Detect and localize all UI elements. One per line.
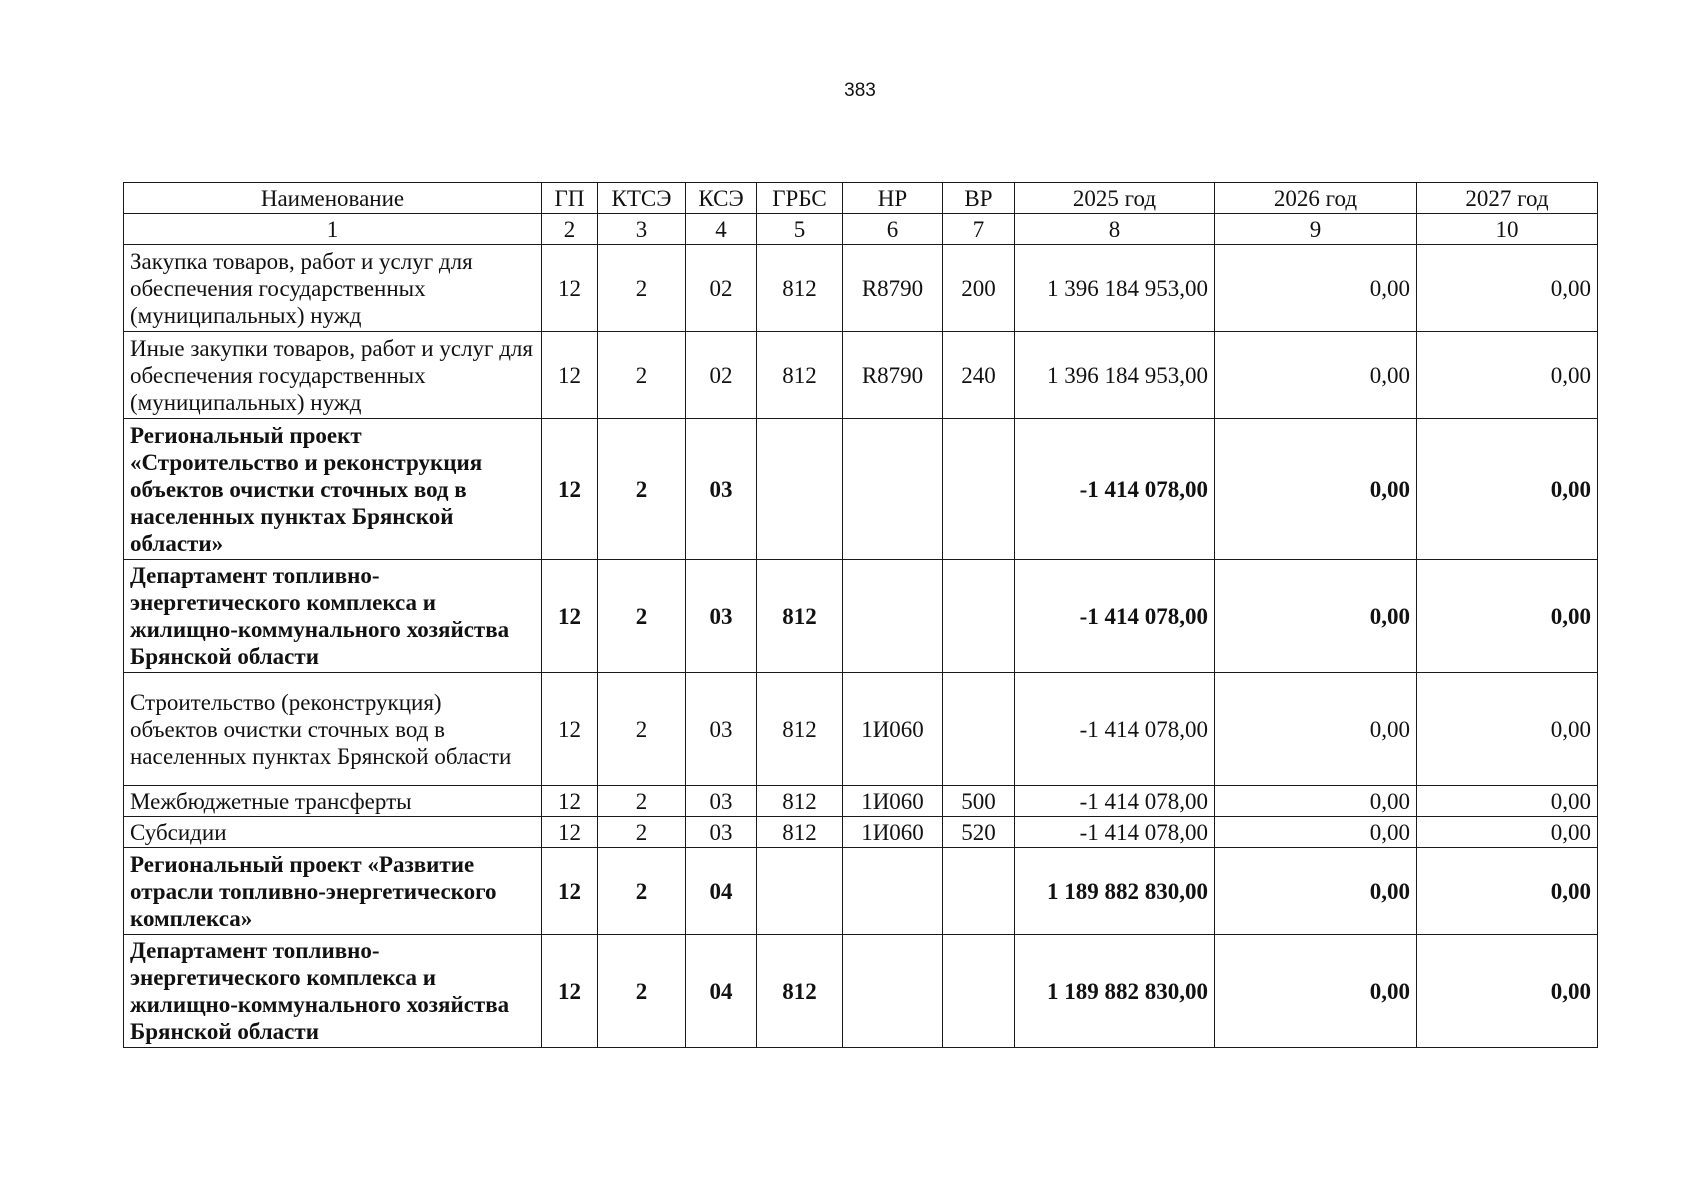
cell-grbs: 812 (757, 935, 843, 1048)
table-row (124, 560, 1598, 673)
cell-gp: 12 (542, 332, 598, 419)
column-number: 2 (542, 214, 598, 245)
cell-2026: 0,00 (1215, 560, 1417, 673)
header-2027: 2027 год (1417, 183, 1598, 214)
column-number: 3 (598, 214, 686, 245)
cell-2027: 0,00 (1417, 673, 1598, 786)
cell-2026: 0,00 (1215, 935, 1417, 1048)
table-row (124, 817, 1598, 848)
cell-ktse: 2 (598, 245, 686, 332)
cell-kse: 04 (686, 935, 757, 1048)
table-row (124, 786, 1598, 817)
table-row (124, 245, 1598, 332)
cell-vr: 520 (943, 817, 1015, 848)
cell-grbs: 812 (757, 673, 843, 786)
cell-vr: 200 (943, 245, 1015, 332)
cell-2025: -1 414 078,00 (1015, 817, 1215, 848)
cell-2026: 0,00 (1215, 419, 1417, 560)
cell-grbs (757, 848, 843, 935)
cell-grbs (757, 419, 843, 560)
cell-kse: 02 (686, 245, 757, 332)
cell-grbs: 812 (757, 786, 843, 817)
cell-grbs: 812 (757, 332, 843, 419)
cell-2026: 0,00 (1215, 786, 1417, 817)
cell-vr (943, 560, 1015, 673)
cell-2025: 1 396 184 953,00 (1015, 245, 1215, 332)
table-row (124, 332, 1598, 419)
cell-kse: 03 (686, 786, 757, 817)
cell-2025: 1 189 882 830,00 (1015, 935, 1215, 1048)
header-grbs: ГРБС (757, 183, 843, 214)
cell-2027: 0,00 (1417, 560, 1598, 673)
cell-nr: 1И060 (843, 786, 943, 817)
budget-table (123, 182, 1598, 1048)
cell-nr: R8790 (843, 332, 943, 419)
cell-gp: 12 (542, 245, 598, 332)
cell-gp: 12 (542, 419, 598, 560)
cell-name: Департамент топливно-энергетического комплекса и жилищно-коммунального хозяйства Брянской области (124, 935, 542, 1048)
header-nr: НР (843, 183, 943, 214)
cell-ktse: 2 (598, 786, 686, 817)
cell-gp: 12 (542, 786, 598, 817)
cell-name: Субсидии (124, 817, 542, 848)
cell-kse: 02 (686, 332, 757, 419)
cell-vr (943, 935, 1015, 1048)
cell-2027: 0,00 (1417, 245, 1598, 332)
cell-2025: -1 414 078,00 (1015, 419, 1215, 560)
column-number: 5 (757, 214, 843, 245)
cell-kse: 04 (686, 848, 757, 935)
cell-gp: 12 (542, 848, 598, 935)
cell-vr: 240 (943, 332, 1015, 419)
cell-gp: 12 (542, 817, 598, 848)
header-gp: ГП (542, 183, 598, 214)
cell-ktse: 2 (598, 848, 686, 935)
cell-2027: 0,00 (1417, 786, 1598, 817)
cell-2026: 0,00 (1215, 817, 1417, 848)
cell-2026: 0,00 (1215, 848, 1417, 935)
cell-ktse: 2 (598, 817, 686, 848)
column-number: 9 (1215, 214, 1417, 245)
cell-gp: 12 (542, 673, 598, 786)
cell-vr (943, 419, 1015, 560)
cell-kse: 03 (686, 673, 757, 786)
cell-2025: -1 414 078,00 (1015, 673, 1215, 786)
cell-2027: 0,00 (1417, 332, 1598, 419)
cell-2027: 0,00 (1417, 419, 1598, 560)
cell-2026: 0,00 (1215, 332, 1417, 419)
header-2025: 2025 год (1015, 183, 1215, 214)
cell-name: Межбюджетные трансферты (124, 786, 542, 817)
cell-name: Иные закупки товаров, работ и услуг для обеспечения государственных (муниципальных) нужд (124, 332, 542, 419)
column-number: 6 (843, 214, 943, 245)
cell-name: Региональный проект «Строительство и реконструкция объектов очистки сточных вод в населенных пунктах Брянской области» (124, 419, 542, 560)
cell-name: Закупка товаров, работ и услуг для обеспечения государственных (муниципальных) нужд (124, 245, 542, 332)
cell-nr (843, 848, 943, 935)
header-2026: 2026 год (1215, 183, 1417, 214)
cell-nr: 1И060 (843, 817, 943, 848)
cell-ktse: 2 (598, 332, 686, 419)
column-number: 8 (1015, 214, 1215, 245)
column-number: 4 (686, 214, 757, 245)
cell-grbs: 812 (757, 817, 843, 848)
column-number: 7 (943, 214, 1015, 245)
cell-grbs: 812 (757, 560, 843, 673)
cell-2027: 0,00 (1417, 817, 1598, 848)
cell-nr: R8790 (843, 245, 943, 332)
header-row (124, 183, 1598, 214)
cell-gp: 12 (542, 560, 598, 673)
table-row (124, 935, 1598, 1048)
cell-2026: 0,00 (1215, 245, 1417, 332)
cell-nr (843, 560, 943, 673)
column-number: 1 (124, 214, 542, 245)
cell-ktse: 2 (598, 673, 686, 786)
page-number: 383 (844, 80, 876, 101)
cell-2025: 1 396 184 953,00 (1015, 332, 1215, 419)
cell-ktse: 2 (598, 560, 686, 673)
cell-ktse: 2 (598, 419, 686, 560)
cell-nr: 1И060 (843, 673, 943, 786)
cell-kse: 03 (686, 817, 757, 848)
cell-name: Департамент топливно-энергетического комплекса и жилищно-коммунального хозяйства Брянской области (124, 560, 542, 673)
cell-vr (943, 673, 1015, 786)
table-row (124, 673, 1598, 786)
cell-2025: -1 414 078,00 (1015, 560, 1215, 673)
header-name: Наименование (124, 183, 542, 214)
column-number-row (124, 214, 1598, 245)
cell-nr (843, 935, 943, 1048)
cell-kse: 03 (686, 419, 757, 560)
cell-kse: 03 (686, 560, 757, 673)
cell-vr (943, 848, 1015, 935)
cell-2025: 1 189 882 830,00 (1015, 848, 1215, 935)
table-row (124, 419, 1598, 560)
column-number: 10 (1417, 214, 1598, 245)
cell-2027: 0,00 (1417, 935, 1598, 1048)
cell-vr: 500 (943, 786, 1015, 817)
cell-name: Строительство (реконструкция) объектов очистки сточных вод в населенных пунктах Брянской области (124, 673, 542, 786)
header-ktse: КТСЭ (598, 183, 686, 214)
cell-2025: -1 414 078,00 (1015, 786, 1215, 817)
cell-name: Региональный проект «Развитие отрасли топливно-энергетического комплекса» (124, 848, 542, 935)
cell-2026: 0,00 (1215, 673, 1417, 786)
table-row (124, 848, 1598, 935)
cell-grbs: 812 (757, 245, 843, 332)
header-kse: КСЭ (686, 183, 757, 214)
header-vr: ВР (943, 183, 1015, 214)
cell-2027: 0,00 (1417, 848, 1598, 935)
cell-ktse: 2 (598, 935, 686, 1048)
cell-nr (843, 419, 943, 560)
cell-gp: 12 (542, 935, 598, 1048)
